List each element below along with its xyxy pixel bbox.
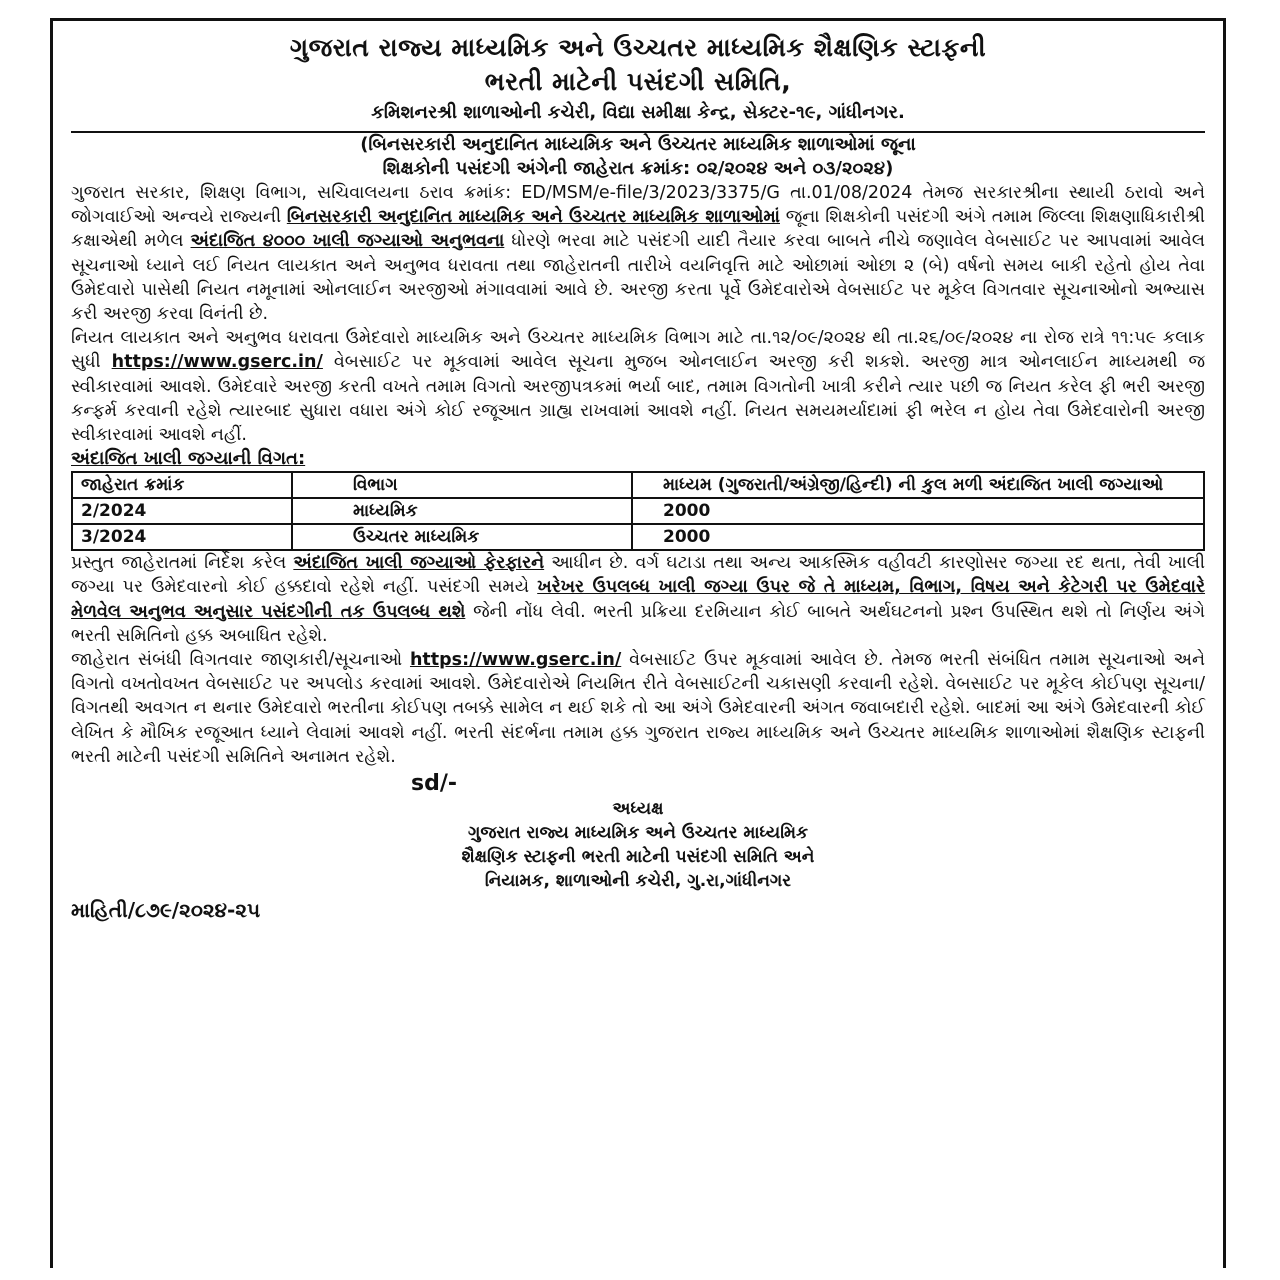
signature-line1: ગુજરાત રાજ્ય માધ્યમિક અને ઉચ્ચતર માધ્યમિક [467, 823, 809, 844]
row-vacancies: 2000 [632, 498, 1204, 524]
signature-sd: sd/- [411, 771, 458, 797]
vacancy-note-paragraph [71, 551, 1205, 648]
website-link[interactable]: https://www.gserc.in/ [409, 650, 622, 671]
intro-text-2: જૂના શિક્ષકોની પસંદગી અંગે તમામ જિલ્લા શિક્ષણાધિકારીશ્રી કક્ષાએથી મળેલ [71, 207, 1206, 252]
table-row [72, 524, 1204, 550]
row-department: ઉચ્ચતર માધ્યમિક [292, 524, 632, 550]
vacancy-table-header [72, 472, 1204, 498]
application-text-2: વેબસાઈટ પર મૂકવામાં આવેલ સૂચના મુજબ ઓનલાઈન અરજી કરી શકશે. અરજી માત્ર ઓનલાઈન માધ્યમથી જ સ્વીકારવામાં આવશે. ઉમેદવારે અરજી કરતી વખતે તમામ વિગતો અરજીપત્રકમાં ભર્યા બાદ, તમામ વિગતોની ખાત્રી કરીને ત્યાર પછી જ નિયત કરેલ ફી ભરી અરજી કન્ફર્મ કરવાની રહેશે ત્યારબાદ સુધારા વધારા અંગે કોઈ રજૂઆત ગ્રાહ્ય રાખવામાં આવશે નહીં. નિયત સમયમર્યાદામાં ફી ભરેલ ન હોય તેવા ઉમેદવારોની અરજી સ્વીકારવામાં આવશે નહીં. [71, 352, 1205, 446]
website-link[interactable]: https://www.gserc.in/ [111, 352, 323, 373]
note-text-1: પ્રસ્તુત જાહેરાતમાં નિર્દેશ કરેલ [71, 553, 294, 574]
info-reference-number: માહિતી/૮૭૯/૨૦૨૪-૨૫ [71, 898, 261, 923]
signature-line2: શૈક્ષણિક સ્ટાફની ભરતી માટેની પસંદગી સમિતિ અને [461, 847, 815, 868]
info-text-2: વેબસાઈટ ઉપર મૂકવામાં આવેલ છે. તેમજ ભરતી સંબંધિત તમામ સૂચનાઓ અને વિગતો વખતોવખત વેબસાઈટ પર અપલોડ કરવામાં આવશે. ઉમેદવારોએ નિયમિત રીતે વેબસાઈટની ચકાસણી કરવાની રહેશે. વેબસાઈટ પર મૂકેલ કોઈપણ સૂચના/વિગતથી અવગત ન થનાર ઉમેદવારો ભરતીના કોઈપણ તબક્કે સામેલ ન થઈ શકે તો આ અંગે ઉમેદવારની અંગત જવાબદારી રહેશે. બાદમાં આ અંગે ઉમેદવારની કોઈ લેખિત કે મૌખિક રજૂઆત ધ્યાને લેવામાં આવશે નહીં. ભરતી સંદર્ભના તમામ હક્ક ગુજરાત રાજ્ય માધ્યમિક અને ઉચ્ચતર માધ્યમિક શાળાઓમાં શૈક્ષણિક સ્ટાફની ભરતી માટેની પસંદગી સમિતિને અનામત રહેશે. [71, 650, 1205, 767]
advertisement-subheading-line2: શિક્ષકોની પસંદગી અંગેની જાહેરાત ક્રમાંક: ૦૨/૨૦૨૪ અને ૦૩/૨૦૨૪) [382, 158, 894, 179]
vacancy-section-title: અંદાજિત ખાલી જગ્યાની વિગત: [71, 448, 306, 470]
intro-bold-schools: બિનસરકારી અનુદાનિત માધ્યમિક અને ઉચ્ચતર માધ્યમિક શાળાઓમાં [286, 207, 780, 228]
header-department: વિભાગ [292, 472, 632, 498]
row-department: માધ્યમિક [292, 498, 632, 524]
row-advertisement-no: 2/2024 [72, 498, 292, 524]
application-paragraph [71, 326, 1205, 447]
intro-paragraph [71, 181, 1205, 326]
info-text-1: જાહેરાત સંબંધી વિગતવાર જાણકારી/સૂચનાઓ [71, 650, 410, 671]
header-vacancies: માધ્યમ (ગુજરાતી/અંગ્રેજી/હિન્દી) ની કુલ મળી અંદાજિત ખાલી જગ્યાઓ [632, 472, 1204, 498]
office-address: કમિશનરશ્રી શાળાઓની કચેરી, વિદ્યા સમીક્ષા કેન્દ્ર, સેક્ટર-૧૯, ગાંધીનગર. [371, 102, 905, 123]
signature-line3: નિયામક, શાળાઓની કચેરી, ગુ.રા,ગાંધીનગર [484, 871, 792, 892]
committee-title-line2: ભરતી માટેની પસંદગી સમિતિ, [484, 67, 792, 96]
intro-text-1: ગુજરાત સરકાર, શિક્ષણ વિભાગ, સચિવાલયના ઠરાવ ક્રમાંક: ED/MSM/e-file/3/2023/3375/G તા.01/08/2024 તેમજ સરકારશ્રીના સ્થાયી ઠરાવો અને જોગવાઈઓ અન્વયે રાજ્યની [71, 183, 1205, 228]
notice-content [71, 31, 1205, 923]
notice-frame [50, 18, 1226, 1268]
row-vacancies: 2000 [632, 524, 1204, 550]
table-row [72, 498, 1204, 524]
intro-bold-vacancies: અંદાજિત ૪૦૦૦ ખાલી જગ્યાઓ અનુભવના [190, 231, 505, 252]
note-bold-1: અંદાજિત ખાલી જગ્યાઓ ફેરફારને [293, 553, 545, 574]
vacancy-table [71, 471, 1205, 551]
note-text-2: આધીન છે. વર્ગ ઘટાડા તથા અન્ય આકસ્મિક વહીવટી કારણોસર જગ્યા રદ થતા, તેવી ખાલી જગ્યા પર ઉમેદવારનો કોઈ હક્કદાવો રહેશે નહીં. પસંદગી સમયે [71, 553, 1205, 598]
advertisement-subheading-line1: (બિનસરકારી અનુદાનિત માધ્યમિક અને ઉચ્ચતર માધ્યમિક શાળાઓમાં જૂના [360, 134, 916, 155]
signature-role: અધ્યક્ષ [612, 799, 664, 820]
application-text-1: નિયત લાયકાત અને અનુભવ ધરાવતા ઉમેદવારો માધ્યમિક અને ઉચ્ચતર માધ્યમિક વિભાગ માટે તા.૧૨/૦૯/૨૦૨૪ થી તા.૨૬/૦૯/૨૦૨૪ ના રોજ રાત્રે ૧૧:૫૯ કલાક સુધી [71, 328, 1205, 373]
header-advertisement-no: જાહેરાત ક્રમાંક [72, 472, 292, 498]
information-paragraph [71, 648, 1205, 769]
committee-title-line1: ગુજરાત રાજ્ય માધ્યમિક અને ઉચ્ચતર માધ્યમિક શૈક્ષણિક સ્ટાફની [289, 33, 987, 62]
signature-block [71, 771, 1205, 893]
intro-text-3: ધોરણે ભરવા માટે પસંદગી યાદી તૈયાર કરવા બાબતે નીચે જણાવેલ વેબસાઈટ પર આપવામાં આવેલ સૂચનાઓ ધ્યાને લઈ નિયત લાયકાત અને અનુભવ ધરાવતા તથા જાહેરાતની તારીખે વયનિવૃત્તિ માટે ઓછામાં ઓછા ૨ (બે) વર્ષનો સમય બાકી રહેતો હોય તેવા ઉમેદવારો પાસેથી નિયત નમૂનામાં ઓનલાઈન અરજીઓ મંગાવવામાં આવે છે. અરજી કરતા પૂર્વે ઉમેદવારોએ વેબસાઈટ પર મૂકેલ વિગતવાર સૂચનાઓનો અભ્યાસ કરી અરજી કરવા વિનંતી છે. [71, 231, 1206, 325]
note-text-3: જેની નોંધ લેવી. ભરતી પ્રક્રિયા દરમિયાન કોઈ બાબતે અર્થઘટનનો પ્રશ્ન ઉપસ્થિત થશે તો નિર્ણય અંગે ભરતી સમિતિનો હક્ક અબાધિત રહેશે. [71, 601, 1206, 646]
row-advertisement-no: 3/2024 [72, 524, 292, 550]
note-bold-2: ખરેખર ઉપલબ્ધ ખાલી જગ્યા ઉપર જે તે માધ્યમ, વિભાગ, વિષય અને કેટેગરી પર ઉમેદવારે મેળવેલ અનુભવ અનુસાર પસંદગીની તક ઉપલબ્ધ થશે [71, 577, 1206, 622]
